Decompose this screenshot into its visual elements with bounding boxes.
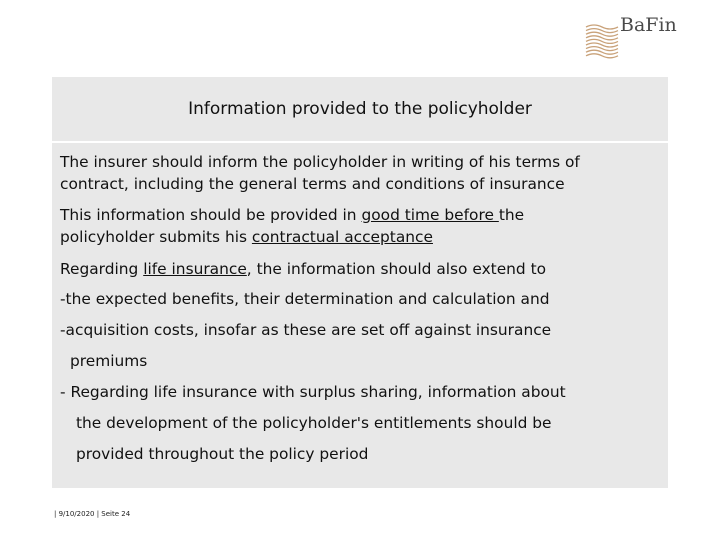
- underlined-term: good time before: [361, 206, 499, 224]
- paragraph-inform: [60, 151, 660, 195]
- underlined-term: life insurance: [143, 260, 247, 278]
- content-panel: [52, 77, 668, 488]
- paragraph-surplus-sharing: [60, 381, 660, 465]
- text-line: [60, 226, 660, 248]
- text-line: The insurer should inform the policyholder in writing of his terms of: [60, 153, 580, 171]
- text-span: the: [498, 206, 525, 224]
- paragraph-acquisition-costs: [60, 319, 660, 372]
- slide-title: Information provided to the policyholder: [52, 77, 668, 143]
- text-line: [60, 204, 660, 226]
- text-line: provided throughout the policy period: [76, 445, 369, 463]
- text-span: , the information should also extend to: [246, 260, 547, 278]
- text-line: premiums: [70, 352, 148, 370]
- text-span: Regarding: [60, 260, 144, 278]
- text-line: the development of the policyholder's entitlements should be: [76, 414, 552, 432]
- underlined-term: contractual acceptance: [251, 228, 433, 246]
- text-line: contract, including the general terms and conditions of insurance: [60, 175, 565, 193]
- bafin-wave-icon: [584, 22, 620, 60]
- text-span: policyholder submits his: [60, 228, 252, 246]
- text-span: This information should be provided in: [60, 206, 362, 224]
- text-line: - Regarding life insurance with surplus sharing, information about: [60, 383, 566, 401]
- paragraph-benefits: -the expected benefits, their determination and calculation and: [60, 290, 550, 308]
- footer-date-page: | 9/10/2020 | Seite 24: [54, 510, 131, 518]
- bafin-logo: [584, 8, 694, 60]
- brand-name: BaFin: [620, 14, 677, 36]
- paragraph-timing: [60, 204, 660, 248]
- text-line: -acquisition costs, insofar as these are set off against insurance: [60, 321, 552, 339]
- paragraph-life-insurance: [60, 258, 660, 280]
